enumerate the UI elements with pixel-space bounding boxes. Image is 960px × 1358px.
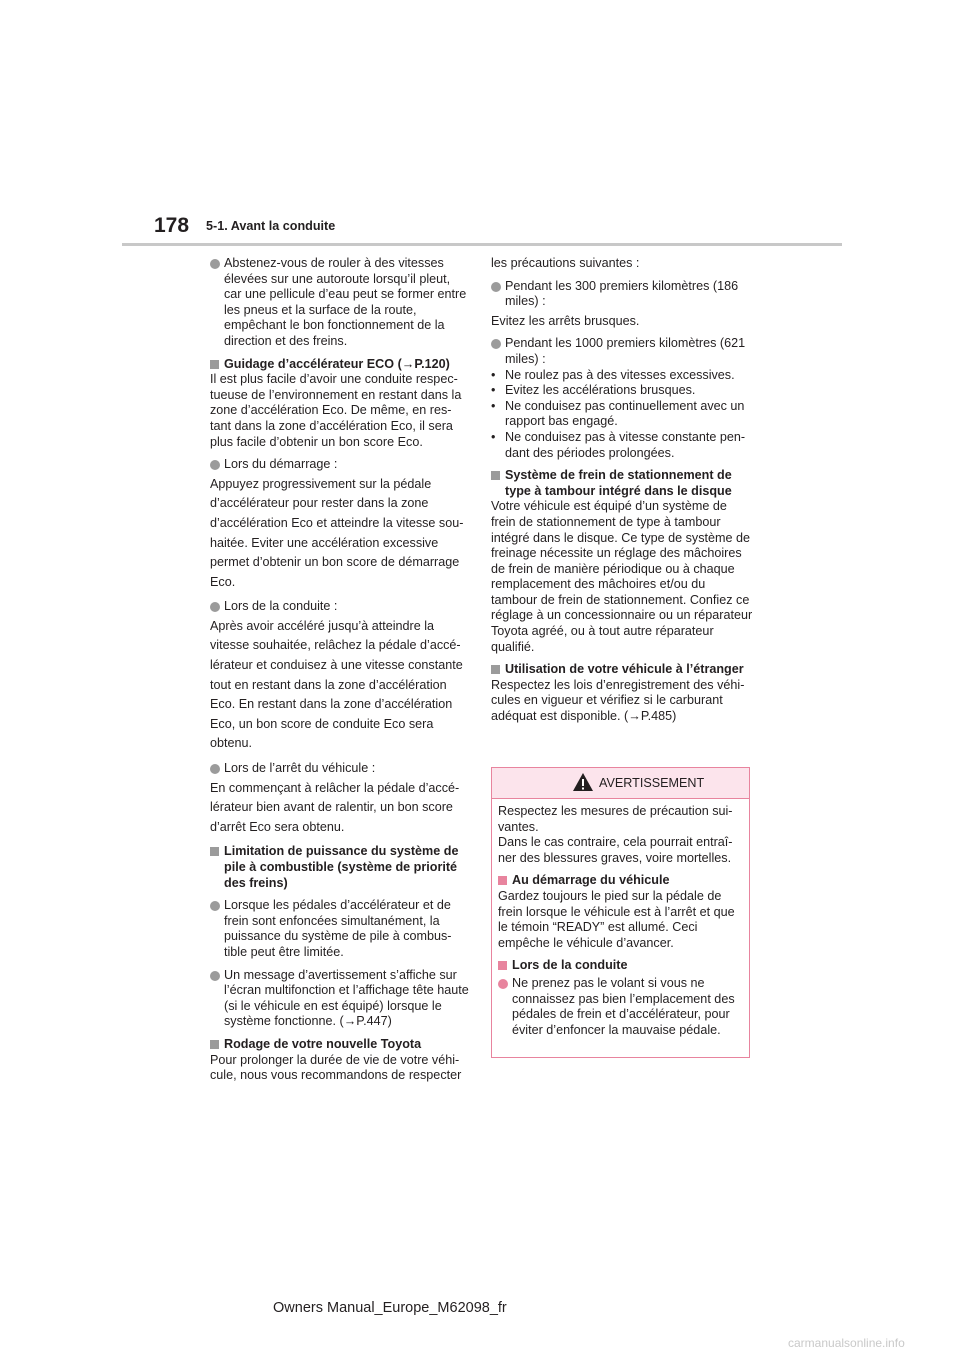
bullet-rain (210, 256, 470, 350)
paragraph-300km: Evitez les arrêts brusques. (491, 313, 640, 328)
bullet-dot-icon (210, 764, 220, 774)
warning-header (492, 768, 749, 799)
bullet-text: Lors de la conduite : (224, 599, 338, 614)
footer-manual-name: Owners Manual_Europe_M62098_fr (273, 1300, 507, 1316)
heading-text: Rodage de votre nouvelle Toyota (224, 1036, 422, 1051)
bullet-dot-icon (491, 282, 501, 292)
bullet-300km (491, 279, 753, 310)
bullet-arret (210, 761, 470, 777)
bullet-dot-icon (210, 971, 220, 981)
bullet-dot-icon (210, 460, 220, 470)
warning-heading-demarrage (498, 873, 743, 889)
heading-text: Système de frein de stationnement de type à tambour intégré dans le disque (505, 468, 732, 498)
bullet-dot-icon (498, 979, 508, 989)
paragraph-eco: Il est plus facile d’avoir une conduite respec-tueuse de l’environnement en restant dans la zone d’accélération Eco. De même, en res-tant dans la zone d’accélération Eco, il sera plus facile d’obtenir un bon score Eco. (210, 372, 462, 449)
warning-box (491, 767, 750, 1058)
bullet-text: Pendant les 300 premiers kilomètres (186 miles) : (505, 278, 739, 309)
watermark: carmanualsonline.info (788, 1336, 905, 1350)
bullet-conduite (210, 599, 470, 615)
warning-paragraph: Dans le cas contraire, cela pourrait entraî-ner des blessures graves, voire mortelles. (498, 835, 733, 865)
paragraph-arret: En commençant à relâcher la pédale d’accé-lérateur bien avant de ralentir, un bon score d’arrêt Eco sera obtenu. (210, 780, 460, 834)
heading-text: Guidage d’accélérateur ECO (→P.120) (224, 356, 450, 371)
square-bullet-icon (491, 471, 500, 480)
paragraph-continuation: les précautions suivantes : (491, 256, 640, 270)
section-title: 5-1. Avant la conduite (206, 219, 336, 233)
dash-mark: • (491, 429, 496, 444)
warning-paragraph: Respectez les mesures de précaution sui-vantes. (498, 804, 733, 834)
dash-mark: • (491, 383, 496, 398)
heading-limitation (210, 844, 470, 891)
bullet-text: Un message d’avertissement s’affiche sur l’écran multifonction et l’affichage tête haute (si le véhicule en est équipé) lorsque le système fonctionne. (→P.447) (224, 967, 469, 1029)
bullet-1000km (491, 336, 753, 367)
heading-text: Au démarrage du véhicule (512, 873, 670, 888)
dash-text: Ne conduisez pas continuellement avec un rapport bas engagé. (505, 398, 745, 429)
warning-title: AVERTISSEMENT (599, 776, 705, 790)
dash-text: Evitez les accélérations brusques. (505, 383, 696, 398)
left-column (210, 256, 470, 1091)
paragraph-conduite: Après avoir accéléré jusqu’à atteindre la vitesse souhaitée, relâchez la pédale d’accé-lérateur et conduisez à une vitesse constante tout en restant dans la zone d’accélération Eco. En restant dans la zone d’accélération Eco, un bon score de conduite Eco sera obtenu. (210, 618, 463, 751)
square-bullet-icon (498, 876, 507, 885)
square-bullet-icon (210, 847, 219, 856)
paragraph-frein: Votre véhicule est équipé d’un système de frein de stationnement de type à tambour intégré dans le disque. Ce type de système de freinage nécessite un réglage des mâchoires de frein de manière périodique ou à chaque remplacement des mâchoires et/ou du tambour de frein de stationnement. Confiez ce réglage à un concessionnaire ou un réparateur Toyota agréé, ou à tout autre réparateur qualifié. (491, 499, 753, 654)
square-bullet-icon (491, 665, 500, 674)
bullet-pedales (210, 898, 470, 960)
warning-bullet-conduite (498, 976, 743, 1038)
dash-mark: • (491, 367, 496, 382)
paragraph-rodage: Pour prolonger la durée de vie de votre véhi-cule, nous vous recommandons de respecter (210, 1052, 462, 1083)
bullet-dot-icon (210, 259, 220, 269)
dash-item (491, 399, 753, 430)
bullet-text: Abstenez-vous de rouler à des vitesses élevées sur une autoroute lorsqu’il pleut, car une pellicule d’eau peut se former entre les pneus et la surface de la route, empêchant le bon fonctionnement de la direction et des freins. (224, 256, 467, 348)
dash-item (491, 430, 753, 461)
heading-etranger (491, 662, 753, 678)
square-bullet-icon (498, 961, 507, 970)
heading-text: Lors de la conduite (512, 958, 628, 973)
dash-text: Ne roulez pas à des vitesses excessives. (505, 367, 735, 382)
bullet-message (210, 968, 470, 1030)
bullet-text: Pendant les 1000 premiers kilomètres (621 miles) : (505, 336, 746, 366)
bullet-dot-icon (491, 339, 501, 349)
warning-heading-conduite (498, 958, 743, 974)
page-number: 178 (154, 214, 190, 237)
dash-item (491, 368, 753, 384)
warning-body (492, 799, 749, 1038)
warning-paragraph-demarrage: Gardez toujours le pied sur la pédale de frein lorsque le véhicule est à l’arrêt et que le témoin “READY” est allumé. Ceci empêche le véhicule d’avancer. (498, 888, 735, 950)
square-bullet-icon (210, 1040, 219, 1049)
square-bullet-icon (210, 360, 219, 369)
right-column (491, 256, 753, 732)
heading-frein (491, 468, 753, 499)
bullet-text: Lorsque les pédales d’accélérateur et de frein sont enfoncées simultanément, la puissance du système de pile à combus-tible peut être limitée. (224, 898, 452, 959)
heading-text: Utilisation de votre véhicule à l’étranger (505, 662, 744, 677)
bullet-dot-icon (210, 602, 220, 612)
bullet-demarrage (210, 457, 470, 473)
heading-text: Limitation de puissance du système de pile à combustible (système de priorité des freins) (224, 844, 459, 890)
paragraph-etranger: Respectez les lois d’enregistrement des véhi-cules en vigueur et vérifiez si le carburant adéquat est disponible. (→P.485) (491, 677, 745, 724)
header-rule (122, 243, 842, 246)
bullet-text: Lors de l’arrêt du véhicule : (224, 761, 376, 776)
warning-triangle-icon (572, 772, 594, 792)
heading-rodage (210, 1037, 470, 1053)
dash-list (491, 368, 753, 462)
dash-text: Ne conduisez pas à vitesse constante pen-dant des périodes prolongées. (505, 429, 746, 460)
dash-item (491, 383, 753, 399)
dash-mark: • (491, 398, 496, 413)
bullet-text: Ne prenez pas le volant si vous ne connaissez pas bien l’emplacement des pédales de frein et d’accélérateur, pour éviter d’enfoncer la mauvaise pédale. (512, 975, 735, 1037)
bullet-dot-icon (210, 901, 220, 911)
bullet-text: Lors du démarrage : (224, 457, 338, 472)
heading-eco-guidance (210, 357, 470, 373)
paragraph-demarrage: Appuyez progressivement sur la pédale d’accélérateur pour rester dans la zone d’accélération Eco et atteindre la vitesse sou-haitée. Eviter une accélération excessive permet d’obtenir un bon score de démarrage Eco. (210, 476, 464, 589)
